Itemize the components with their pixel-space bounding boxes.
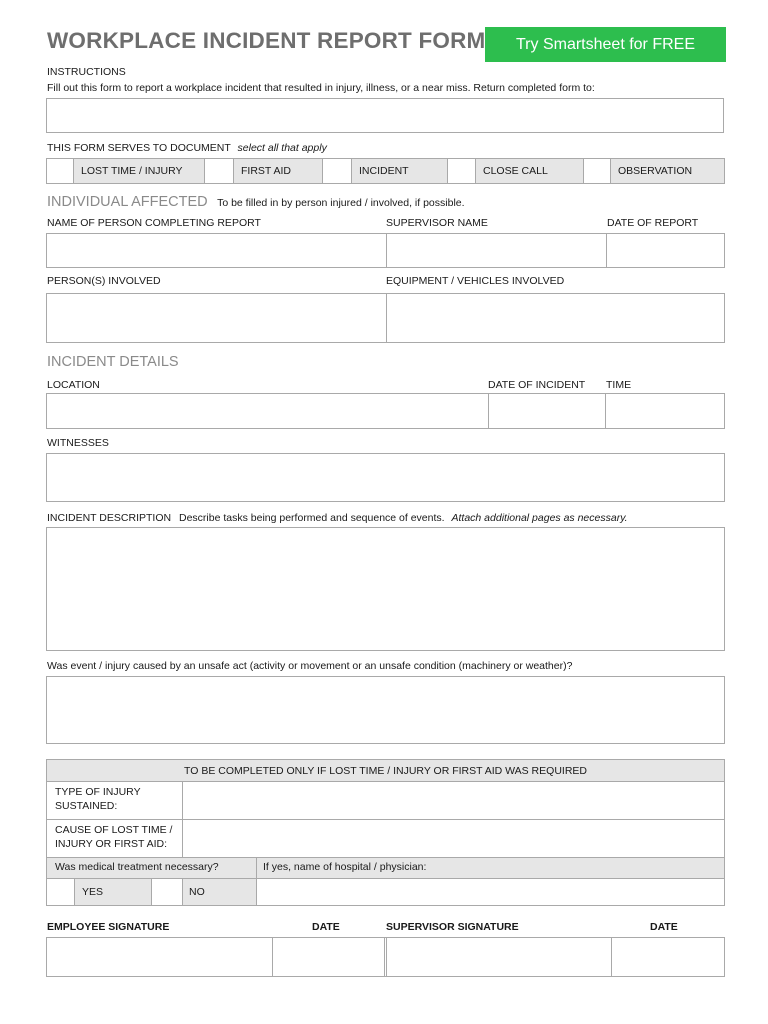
form-title: WORKPLACE INCIDENT REPORT FORM (47, 28, 486, 53)
document-type-hint: select all that apply (237, 142, 327, 154)
hospital-label: If yes, name of hospital / physician: (263, 861, 427, 873)
report-date-label: DATE OF REPORT (607, 217, 699, 229)
cause-label (55, 823, 172, 851)
reporter-name-label: NAME OF PERSON COMPLETING REPORT (47, 217, 261, 229)
cause-label-line2: INJURY OR FIRST AID: (55, 838, 168, 850)
employee-date-label: DATE (312, 921, 340, 933)
employee-signature-label: EMPLOYEE SIGNATURE (47, 921, 170, 933)
observation-checkbox[interactable] (583, 158, 611, 184)
unsafe-question-label: Was event / injury caused by an unsafe act (activity or movement or an unsafe condition (machinery or weather)? (47, 660, 573, 672)
cause-label-line1: CAUSE OF LOST TIME / (55, 824, 173, 836)
incident-time-field[interactable] (606, 394, 724, 428)
lost-time-checkbox[interactable] (46, 158, 74, 184)
close-call-checkbox[interactable] (447, 158, 476, 184)
incident-time-label: TIME (606, 379, 632, 391)
location-row (46, 393, 725, 429)
injury-type-label (55, 785, 141, 813)
medical-question: Was medical treatment necessary? (55, 861, 219, 873)
observation-option-label: OBSERVATION (610, 158, 725, 184)
incident-checkbox[interactable] (322, 158, 352, 184)
document-type-label (47, 142, 327, 155)
witnesses-label: WITNESSES (47, 437, 109, 449)
description-hint-italic: Attach additional pages as necessary. (451, 512, 628, 524)
supervisor-name-label: SUPERVISOR NAME (386, 217, 488, 229)
description-label: INCIDENT DESCRIPTION (47, 512, 172, 524)
yes-checkbox[interactable] (47, 879, 74, 905)
injury-type-label-line1: TYPE OF INJURY (55, 786, 141, 798)
unsafe-answer-field[interactable] (46, 676, 725, 744)
involved-row (46, 293, 725, 343)
first-aid-checkbox[interactable] (204, 158, 234, 184)
reporter-name-field[interactable] (47, 234, 386, 267)
document-type-label-text: THIS FORM SERVES TO DOCUMENT (47, 142, 231, 154)
incident-date-field[interactable] (489, 394, 605, 428)
instructions-text: Fill out this form to report a workplace incident that resulted in injury, illness, or a near miss. Return completed form to: (47, 82, 595, 94)
first-aid-option-label: FIRST AID (233, 158, 323, 184)
injury-type-field[interactable] (183, 782, 724, 819)
incident-option-label: INCIDENT (351, 158, 448, 184)
hospital-field[interactable] (257, 879, 724, 905)
document-type-options (46, 158, 725, 184)
supervisor-signature-field[interactable] (387, 938, 611, 976)
lost-time-table (46, 759, 725, 906)
report-date-field[interactable] (607, 234, 724, 267)
persons-involved-field[interactable] (47, 294, 386, 342)
description-hint: Describe tasks being performed and sequence of events. (179, 512, 445, 524)
supervisor-name-field[interactable] (387, 234, 606, 267)
equipment-field[interactable] (387, 294, 724, 342)
supervisor-date-field[interactable] (612, 938, 724, 976)
try-smartsheet-button[interactable]: Try Smartsheet for FREE (485, 27, 726, 62)
supervisor-date-label: DATE (650, 921, 678, 933)
location-label: LOCATION (47, 379, 100, 391)
lost-time-header: TO BE COMPLETED ONLY IF LOST TIME / INJURY OR FIRST AID WAS REQUIRED (47, 760, 724, 781)
individual-affected-heading: INDIVIDUAL AFFECTED (47, 194, 208, 210)
employee-signature-field[interactable] (47, 938, 272, 976)
incident-details-heading: INCIDENT DETAILS (47, 354, 179, 370)
instructions-heading: INSTRUCTIONS (47, 66, 126, 78)
description-label-row (47, 512, 628, 525)
description-field[interactable] (46, 527, 725, 651)
persons-involved-label: PERSON(S) INVOLVED (47, 275, 161, 287)
individual-affected-header (47, 193, 465, 211)
reporter-row (46, 233, 725, 268)
employee-date-field[interactable] (273, 938, 384, 976)
no-checkbox[interactable] (152, 879, 182, 905)
yes-option-label: YES (75, 879, 151, 905)
individual-affected-subtext: To be filled in by person injured / involved, if possible. (217, 197, 465, 209)
signature-row (46, 937, 725, 977)
witnesses-field[interactable] (46, 453, 725, 502)
close-call-option-label: CLOSE CALL (475, 158, 584, 184)
incident-date-label: DATE OF INCIDENT (488, 379, 586, 391)
lost-time-option-label: LOST TIME / INJURY (73, 158, 205, 184)
supervisor-signature-label: SUPERVISOR SIGNATURE (386, 921, 519, 933)
cause-field[interactable] (183, 820, 724, 857)
return-to-field[interactable] (46, 98, 724, 133)
location-field[interactable] (47, 394, 488, 428)
injury-type-label-line2: SUSTAINED: (55, 800, 118, 812)
no-option-label: NO (183, 879, 256, 905)
equipment-label: EQUIPMENT / VEHICLES INVOLVED (386, 275, 565, 287)
